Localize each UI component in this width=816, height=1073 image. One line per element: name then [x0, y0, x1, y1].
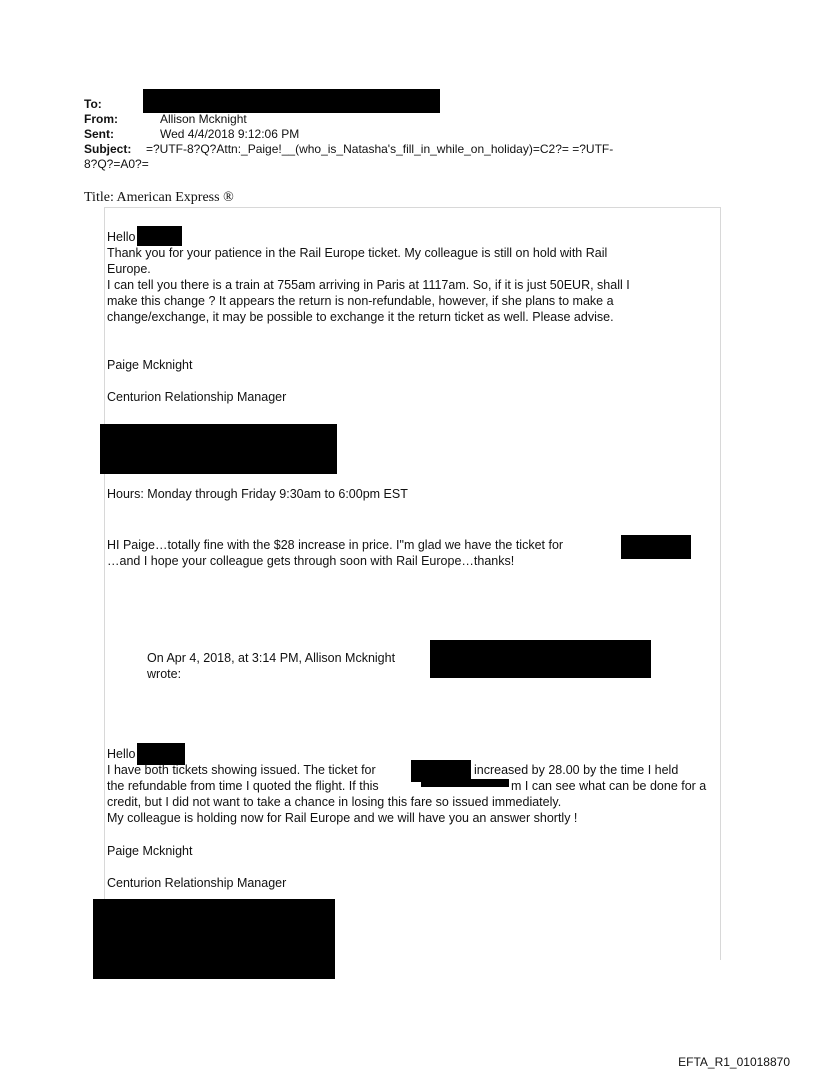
message2-greeting: Hello: [107, 747, 136, 761]
message2-line2a: the refundable from time I quoted the flight. If this: [107, 779, 379, 793]
document-title: Title: American Express ®: [84, 190, 234, 205]
message2-line1b: increased by 28.00 by the time I held: [474, 763, 679, 777]
to-label: To:: [84, 97, 102, 111]
message1-line1: Thank you for your patience in the Rail Europe ticket. My colleague is still on hold with Rail: [107, 246, 608, 260]
message2-signature-title: Centurion Relationship Manager: [107, 876, 287, 890]
sent-value: Wed 4/4/2018 9:12:06 PM: [160, 127, 300, 141]
redaction-partial: [421, 779, 509, 787]
message2-signature-name: Paige Mcknight: [107, 844, 193, 858]
message1-line5: change/exchange, it may be possible to exchange it the return ticket as well. Please advise.: [107, 310, 614, 324]
message1-line2: Europe.: [107, 262, 151, 276]
redaction-contact2: [93, 899, 335, 979]
message1-signature-name: Paige Mcknight: [107, 358, 193, 372]
message2-line3: credit, but I did not want to take a chance in losing this fare so issued immediately.: [107, 795, 562, 809]
from-value: Allison Mcknight: [160, 112, 247, 126]
message2-line1a: I have both tickets showing issued. The ticket for: [107, 763, 376, 777]
message1-greeting: Hello: [107, 230, 136, 244]
from-label: From:: [84, 112, 118, 126]
sent-label: Sent:: [84, 127, 114, 141]
document-id: EFTA_R1_01018870: [678, 1055, 790, 1069]
redaction-contact1: [100, 424, 337, 474]
message1-line4: make this change ? It appears the return is non-refundable, however, if she plans to make a: [107, 294, 614, 308]
message2-line4: My colleague is holding now for Rail Europe and we will have you an answer shortly !: [107, 811, 578, 825]
quote-header-line2: wrote:: [147, 667, 182, 681]
redaction-to: [143, 89, 440, 113]
subject-value-line1: =?UTF-8?Q?Attn:_Paige!__(who_is_Natasha's_fill_in_while_on_holiday)=C2?= =?UTF-: [146, 142, 614, 156]
message1-hours: Hours: Monday through Friday 9:30am to 6:00pm EST: [107, 487, 408, 501]
message2-line2b: m I can see what can be done for a: [511, 779, 707, 793]
redaction-greeting1: [137, 226, 182, 246]
quote-header-line1: On Apr 4, 2018, at 3:14 PM, Allison Mcknight: [147, 651, 396, 665]
reply-line1: HI Paige…totally fine with the $28 increase in price. I"m glad we have the ticket for: [107, 538, 564, 552]
subject-label: Subject:: [84, 142, 132, 156]
subject-value-line2: 8?Q?=A0?=: [84, 157, 149, 171]
message1-line3: I can tell you there is a train at 755am arriving in Paris at 1117am. So, if it is just 50EUR, shall I: [107, 278, 630, 292]
redaction-email: [430, 640, 651, 678]
reply-line2: …and I hope your colleague gets through soon with Rail Europe…thanks!: [107, 554, 515, 568]
message1-signature-title: Centurion Relationship Manager: [107, 390, 287, 404]
